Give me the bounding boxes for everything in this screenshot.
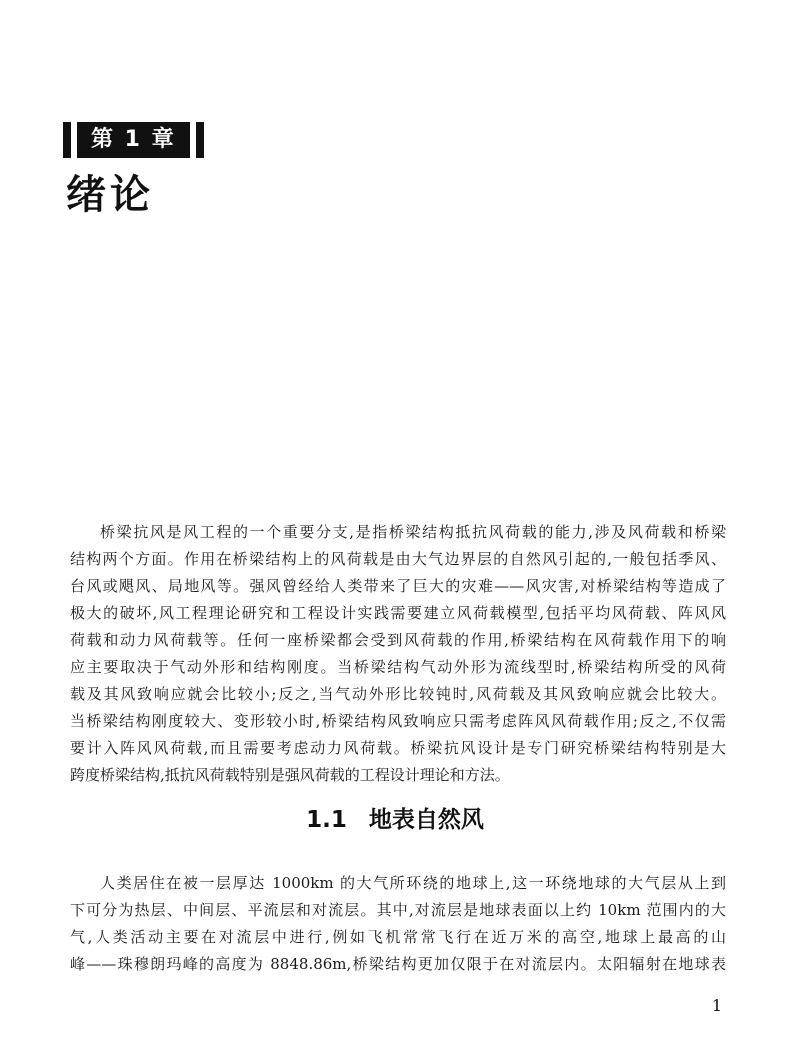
paragraph-line: 跨度桥梁结构,抵抗风荷载特别是强风荷载的工程设计理论和方法。: [70, 766, 510, 784]
badge-bar-right: [196, 122, 204, 158]
section-number: 1.1: [306, 807, 347, 833]
paragraph-line: 台风或飓风、局地风等。强风曾经给人类带来了巨大的灾难——风灾害,对桥梁结构等造成了: [70, 577, 726, 595]
intro-paragraph: [70, 519, 726, 789]
paragraph-line: 极大的破坏,风工程理论研究和工程设计实践需要建立风荷载模型,包括平均风荷载、阵风风: [70, 604, 726, 622]
badge-bar-left: [63, 122, 71, 158]
chapter-badge: [63, 122, 204, 158]
paragraph-line: 气,人类活动主要在对流层中进行,例如飞机常常飞行在近万米的高空,地球上最高的山: [70, 928, 726, 946]
paragraph-line: 桥梁抗风是风工程的一个重要分支,是指桥梁结构抵抗风荷载的能力,涉及风荷载和桥梁: [100, 523, 726, 541]
paragraph-line: 应主要取决于气动外形和结构刚度。当桥梁结构气动外形为流线型时,桥梁结构所受的风荷: [70, 658, 726, 676]
paragraph-line: 载及其风致响应就会比较小;反之,当气动外形比较钝时,风荷载及其风致响应就会比较大。: [70, 685, 726, 703]
paragraph-line: 要计入阵风风荷载,而且需要考虑动力风荷载。桥梁抗风设计是专门研究桥梁结构特别是大: [70, 739, 726, 757]
paragraph-line: 当桥梁结构刚度较大、变形较小时,桥梁结构风致响应只需考虑阵风风荷载作用;反之,不仅需: [70, 712, 726, 730]
section-paragraph: [70, 870, 726, 978]
section-heading: [0, 803, 790, 837]
paragraph-line: 荷载和动力风荷载等。任何一座桥梁都会受到风荷载的作用,桥梁结构在风荷载作用下的响: [70, 631, 726, 649]
paragraph-line: 人类居住在被一层厚达 1000km 的大气所环绕的地球上,这一环绕地球的大气层从上到: [100, 874, 726, 892]
page-number: 1: [711, 996, 722, 1015]
section-title: 地表自然风: [368, 807, 484, 833]
paragraph-line: 结构两个方面。作用在桥梁结构上的风荷载是由大气边界层的自然风引起的,一般包括季风、: [70, 550, 726, 568]
paragraph-line: 峰——珠穆朗玛峰的高度为 8848.86m,桥梁结构更加仅限于在对流层内。太阳辐射在地球表: [70, 955, 726, 973]
chapter-title: 绪论: [66, 172, 154, 218]
paragraph-line: 下可分为热层、中间层、平流层和对流层。其中,对流层是地球表面以上约 10km 范围内的大: [70, 901, 726, 919]
chapter-label: 第 1 章: [77, 122, 190, 158]
